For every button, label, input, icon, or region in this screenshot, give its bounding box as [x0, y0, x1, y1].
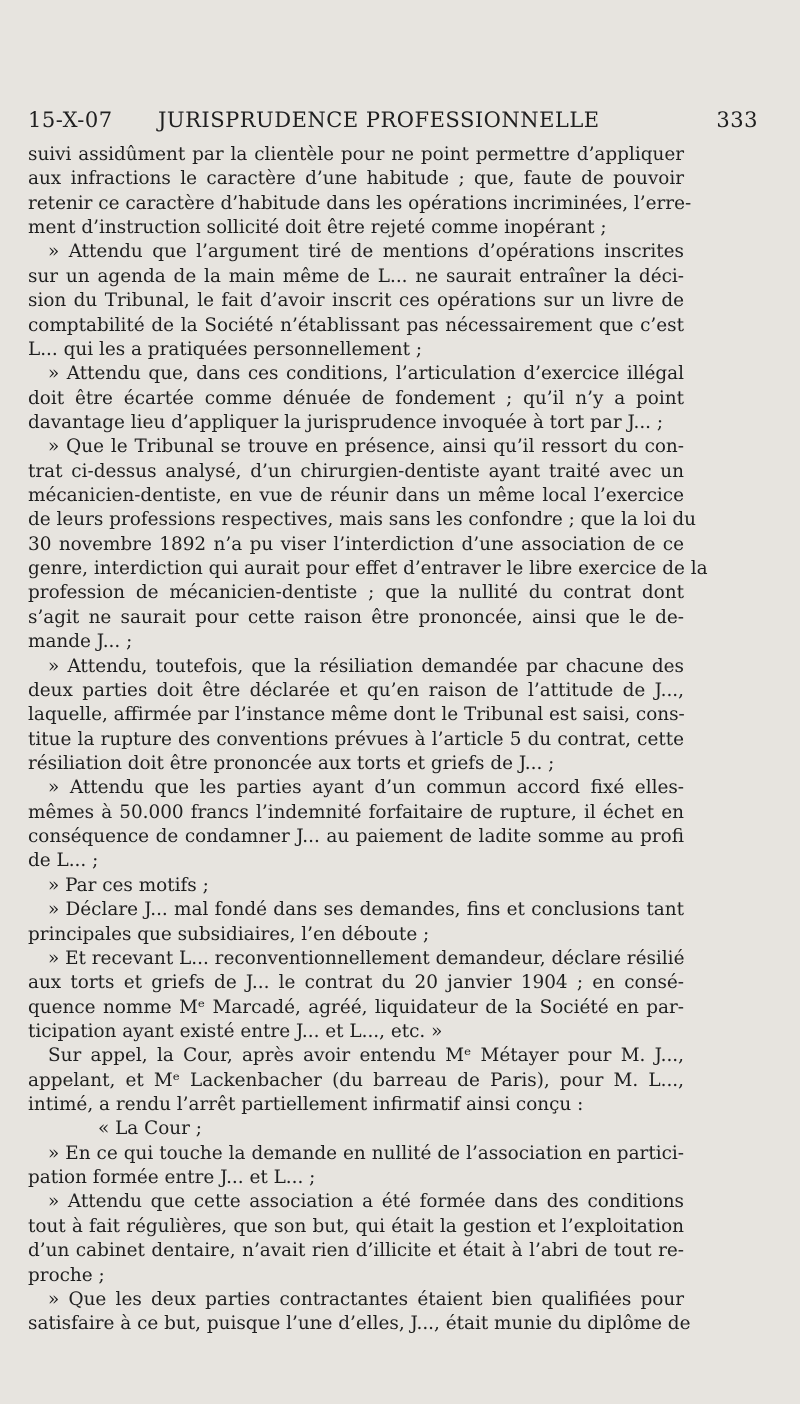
text-line: appelant, et Mᵉ Lackenbacher (du barreau de Paris), pour M. L..., [28, 1069, 684, 1091]
text-line: tout à fait régulières, que son but, qui était la gestion et l’exploitation [28, 1215, 684, 1237]
text-line: » Et recevant L... reconventionnellement demandeur, déclare résilié [48, 947, 685, 969]
text-line: davantage lieu d’appliquer la jurisprudence invoquée à tort par J... ; [28, 411, 664, 433]
text-line: mécanicien-dentiste, en vue de réunir dans un même local l’exercice [28, 485, 684, 507]
text-line: résiliation doit être prononcée aux torts et griefs de J... ; [28, 752, 555, 774]
header-date: 15-X-07 [28, 108, 113, 132]
text-line: » En ce qui touche la demande en nullité de l’association en partici- [48, 1142, 684, 1164]
text-line: ticipation ayant existé entre J... et L..., etc. » [28, 1020, 443, 1042]
text-line: quence nomme Mᵉ Marcadé, agréé, liquidateur de la Société en par- [28, 996, 684, 1018]
text-line: aux infractions le caractère d’une habitude ; que, faute de pouvoir [28, 168, 684, 190]
running-header [28, 108, 772, 138]
text-line: « La Cour ; [98, 1118, 202, 1140]
text-line: 30 novembre 1892 n’a pu viser l’interdiction d’une association de ce [28, 533, 684, 555]
text-line: retenir ce caractère d’habitude dans les opérations incriminées, l’erre- [28, 192, 692, 214]
text-line: d’un cabinet dentaire, n’avait rien d’illicite et était à l’abri de tout re- [28, 1240, 684, 1262]
page-number: 333 [716, 108, 758, 132]
text-line: satisfaire à ce but, puisque l’une d’elles, J..., était munie du diplôme de [28, 1313, 691, 1335]
text-line: deux parties doit être déclarée et qu’en raison de l’attitude de J..., [28, 679, 684, 701]
text-line: » Attendu que l’argument tiré de mentions d’opérations inscrites [48, 241, 684, 263]
text-line: proche ; [28, 1264, 105, 1286]
text-line: doit être écartée comme dénuée de fondement ; qu’il n’y a point [28, 387, 684, 409]
text-line: genre, interdiction qui aurait pour effet d’entraver le libre exercice de la [28, 558, 708, 580]
text-line: suivi assidûment par la clientèle pour ne point permettre d’appliquer [28, 144, 684, 165]
text-line: pation formée entre J... et L... ; [28, 1167, 316, 1189]
text-line: de L... ; [28, 850, 99, 872]
text-line: s’agit ne saurait pour cette raison être prononcée, ainsi que le de- [28, 606, 684, 628]
text-line: laquelle, affirmée par l’instance même dont le Tribunal est saisi, cons- [28, 704, 685, 726]
text-line: » Attendu, toutefois, que la résiliation demandée par chacune des [48, 655, 684, 677]
text-line: Sur appel, la Cour, après avoir entendu Mᵉ Métayer pour M. J..., [48, 1045, 684, 1067]
text-line: » Attendu que les parties ayant d’un commun accord fixé elles- [48, 777, 684, 799]
text-line: trat ci-dessus analysé, d’un chirurgien-dentiste ayant traité avec un [28, 460, 684, 482]
text-line: » Par ces motifs ; [48, 874, 209, 896]
text-line: » Attendu que, dans ces conditions, l’articulation d’exercice illégal [48, 363, 684, 385]
text-line: principales que subsidiaires, l’en déboute ; [28, 923, 430, 945]
text-line: titue la rupture des conventions prévues à l’article 5 du contrat, cette [28, 728, 684, 750]
text-line: sion du Tribunal, le fait d’avoir inscrit ces opérations sur un livre de [28, 290, 684, 312]
text-line: profession de mécanicien-dentiste ; que la nullité du contrat dont [28, 582, 684, 604]
text-line: de leurs professions respectives, mais sans les confondre ; que la loi du [28, 509, 696, 531]
text-line: » Déclare J... mal fondé dans ses demandes, fins et conclusions tant [48, 899, 684, 921]
text-line: comptabilité de la Société n’établissant pas nécessairement que c’est [28, 314, 684, 336]
text-line: L... qui les a pratiquées personnellement ; [28, 338, 423, 360]
text-line: » Que les deux parties contractantes étaient bien qualifiées pour [48, 1288, 684, 1310]
text-line: sur un agenda de la main même de L... ne saurait entraîner la déci- [28, 265, 684, 287]
text-line: mande J... ; [28, 631, 133, 653]
body-text [28, 143, 708, 1337]
text-line: aux torts et griefs de J... le contrat du 20 janvier 1904 ; en consé- [28, 972, 684, 994]
text-line: » Que le Tribunal se trouve en présence, ainsi qu’il ressort du con- [48, 436, 684, 458]
text-line: ment d’instruction sollicité doit être rejeté comme inopérant ; [28, 217, 607, 239]
text-line: intimé, a rendu l’arrêt partiellement infirmatif ainsi conçu : [28, 1094, 584, 1116]
text-line: mêmes à 50.000 francs l’indemnité forfaitaire de rupture, il échet en [28, 801, 684, 823]
text-line: conséquence de condamner J... au paiement de ladite somme au profi [28, 826, 684, 848]
header-title: JURISPRUDENCE PROFESSIONNELLE [158, 108, 600, 132]
text-line: » Attendu que cette association a été formée dans des conditions [48, 1191, 684, 1213]
